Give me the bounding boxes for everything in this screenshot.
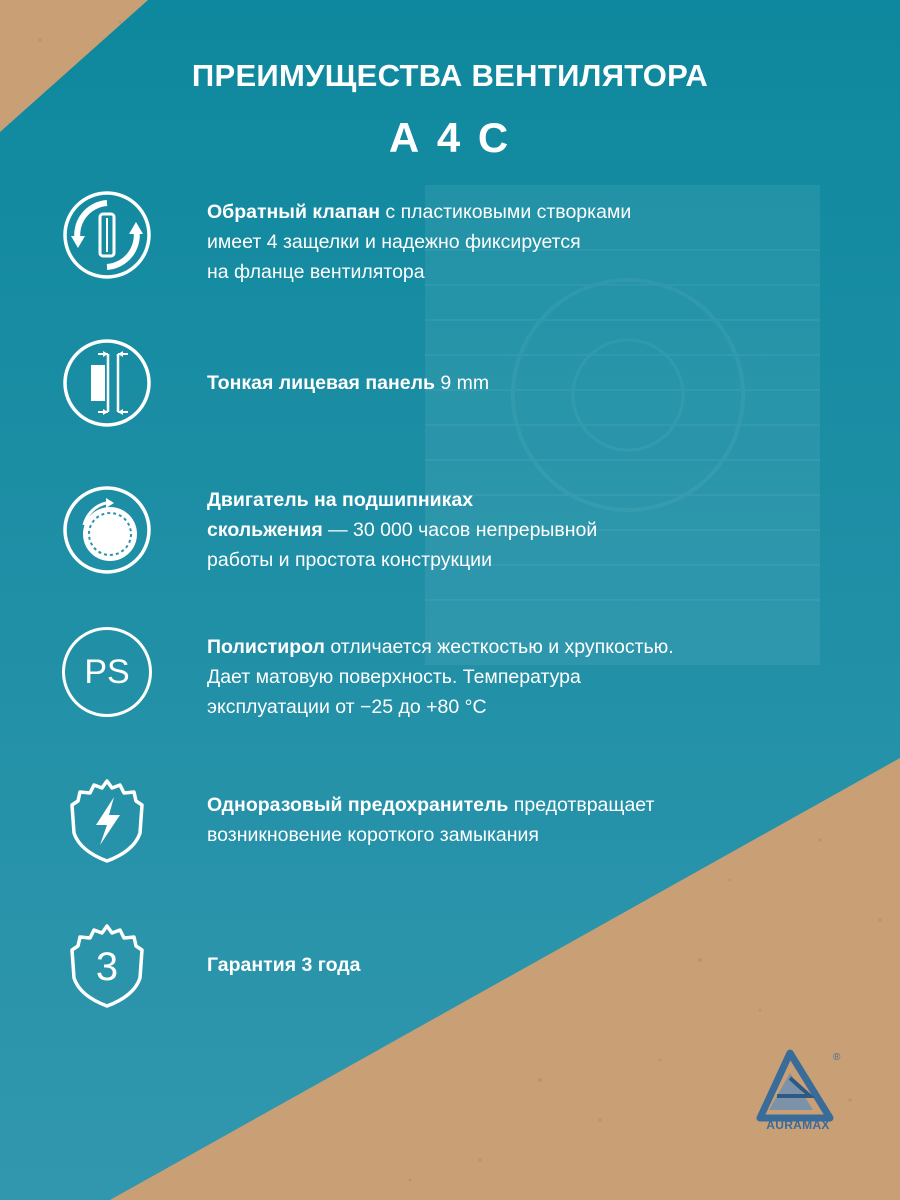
feature-text-line: возникновение короткого замыкания	[207, 824, 539, 846]
ps-label: PS	[84, 652, 130, 691]
brand-name: AURAMAX	[766, 1118, 830, 1132]
feature-text-line: отличается жесткостью и хрупкостью.	[324, 636, 674, 658]
feature-text-line: работы и простота конструкции	[207, 549, 492, 571]
feature-description	[207, 485, 767, 575]
feature-description	[207, 197, 767, 287]
feature-title: Обратный клапан	[207, 201, 380, 223]
feature-text-line: эксплуатации от −25 до +80 °С	[207, 696, 487, 718]
feature-text-line: 9 mm	[434, 372, 490, 394]
ps-material-icon	[62, 627, 152, 717]
feature-text-line: на фланце вентилятора	[207, 261, 425, 283]
feature-title: Одноразовый предохранитель	[207, 794, 509, 816]
feature-title: Полистирол	[207, 636, 325, 658]
registered-mark: ®	[833, 1052, 841, 1063]
bearing-icon	[62, 485, 152, 575]
feature-description	[207, 950, 767, 980]
rotating-arrows-icon	[62, 190, 152, 280]
feature-title: Гарантия 3 года	[207, 954, 361, 976]
feature-text-line: предотвращает	[508, 794, 655, 816]
thin-panel-icon	[62, 338, 152, 428]
feature-description	[207, 632, 767, 722]
feature-title: Тонкая лицевая панель	[207, 372, 435, 394]
warranty-years-label: 3	[95, 945, 119, 989]
feature-text-line: Дает матовую поверхность. Температура	[207, 666, 581, 688]
feature-text-line: имеет 4 защелки и надежно фиксируется	[207, 231, 581, 253]
shield-lightning-icon	[62, 775, 152, 865]
feature-description	[207, 790, 767, 850]
shield-warranty-icon	[62, 920, 152, 1010]
feature-description	[207, 368, 767, 398]
feature-text-line: с пластиковыми створками	[380, 201, 632, 223]
feature-title: скольжения	[207, 519, 323, 541]
page-title: ПРЕИМУЩЕСТВА ВЕНТИЛЯТОРА	[191, 58, 709, 93]
model-name: А 4 С	[388, 114, 512, 161]
feature-text-line: — 30 000 часов непрерывной	[322, 519, 598, 541]
feature-title: Двигатель на подшипниках	[207, 489, 474, 511]
